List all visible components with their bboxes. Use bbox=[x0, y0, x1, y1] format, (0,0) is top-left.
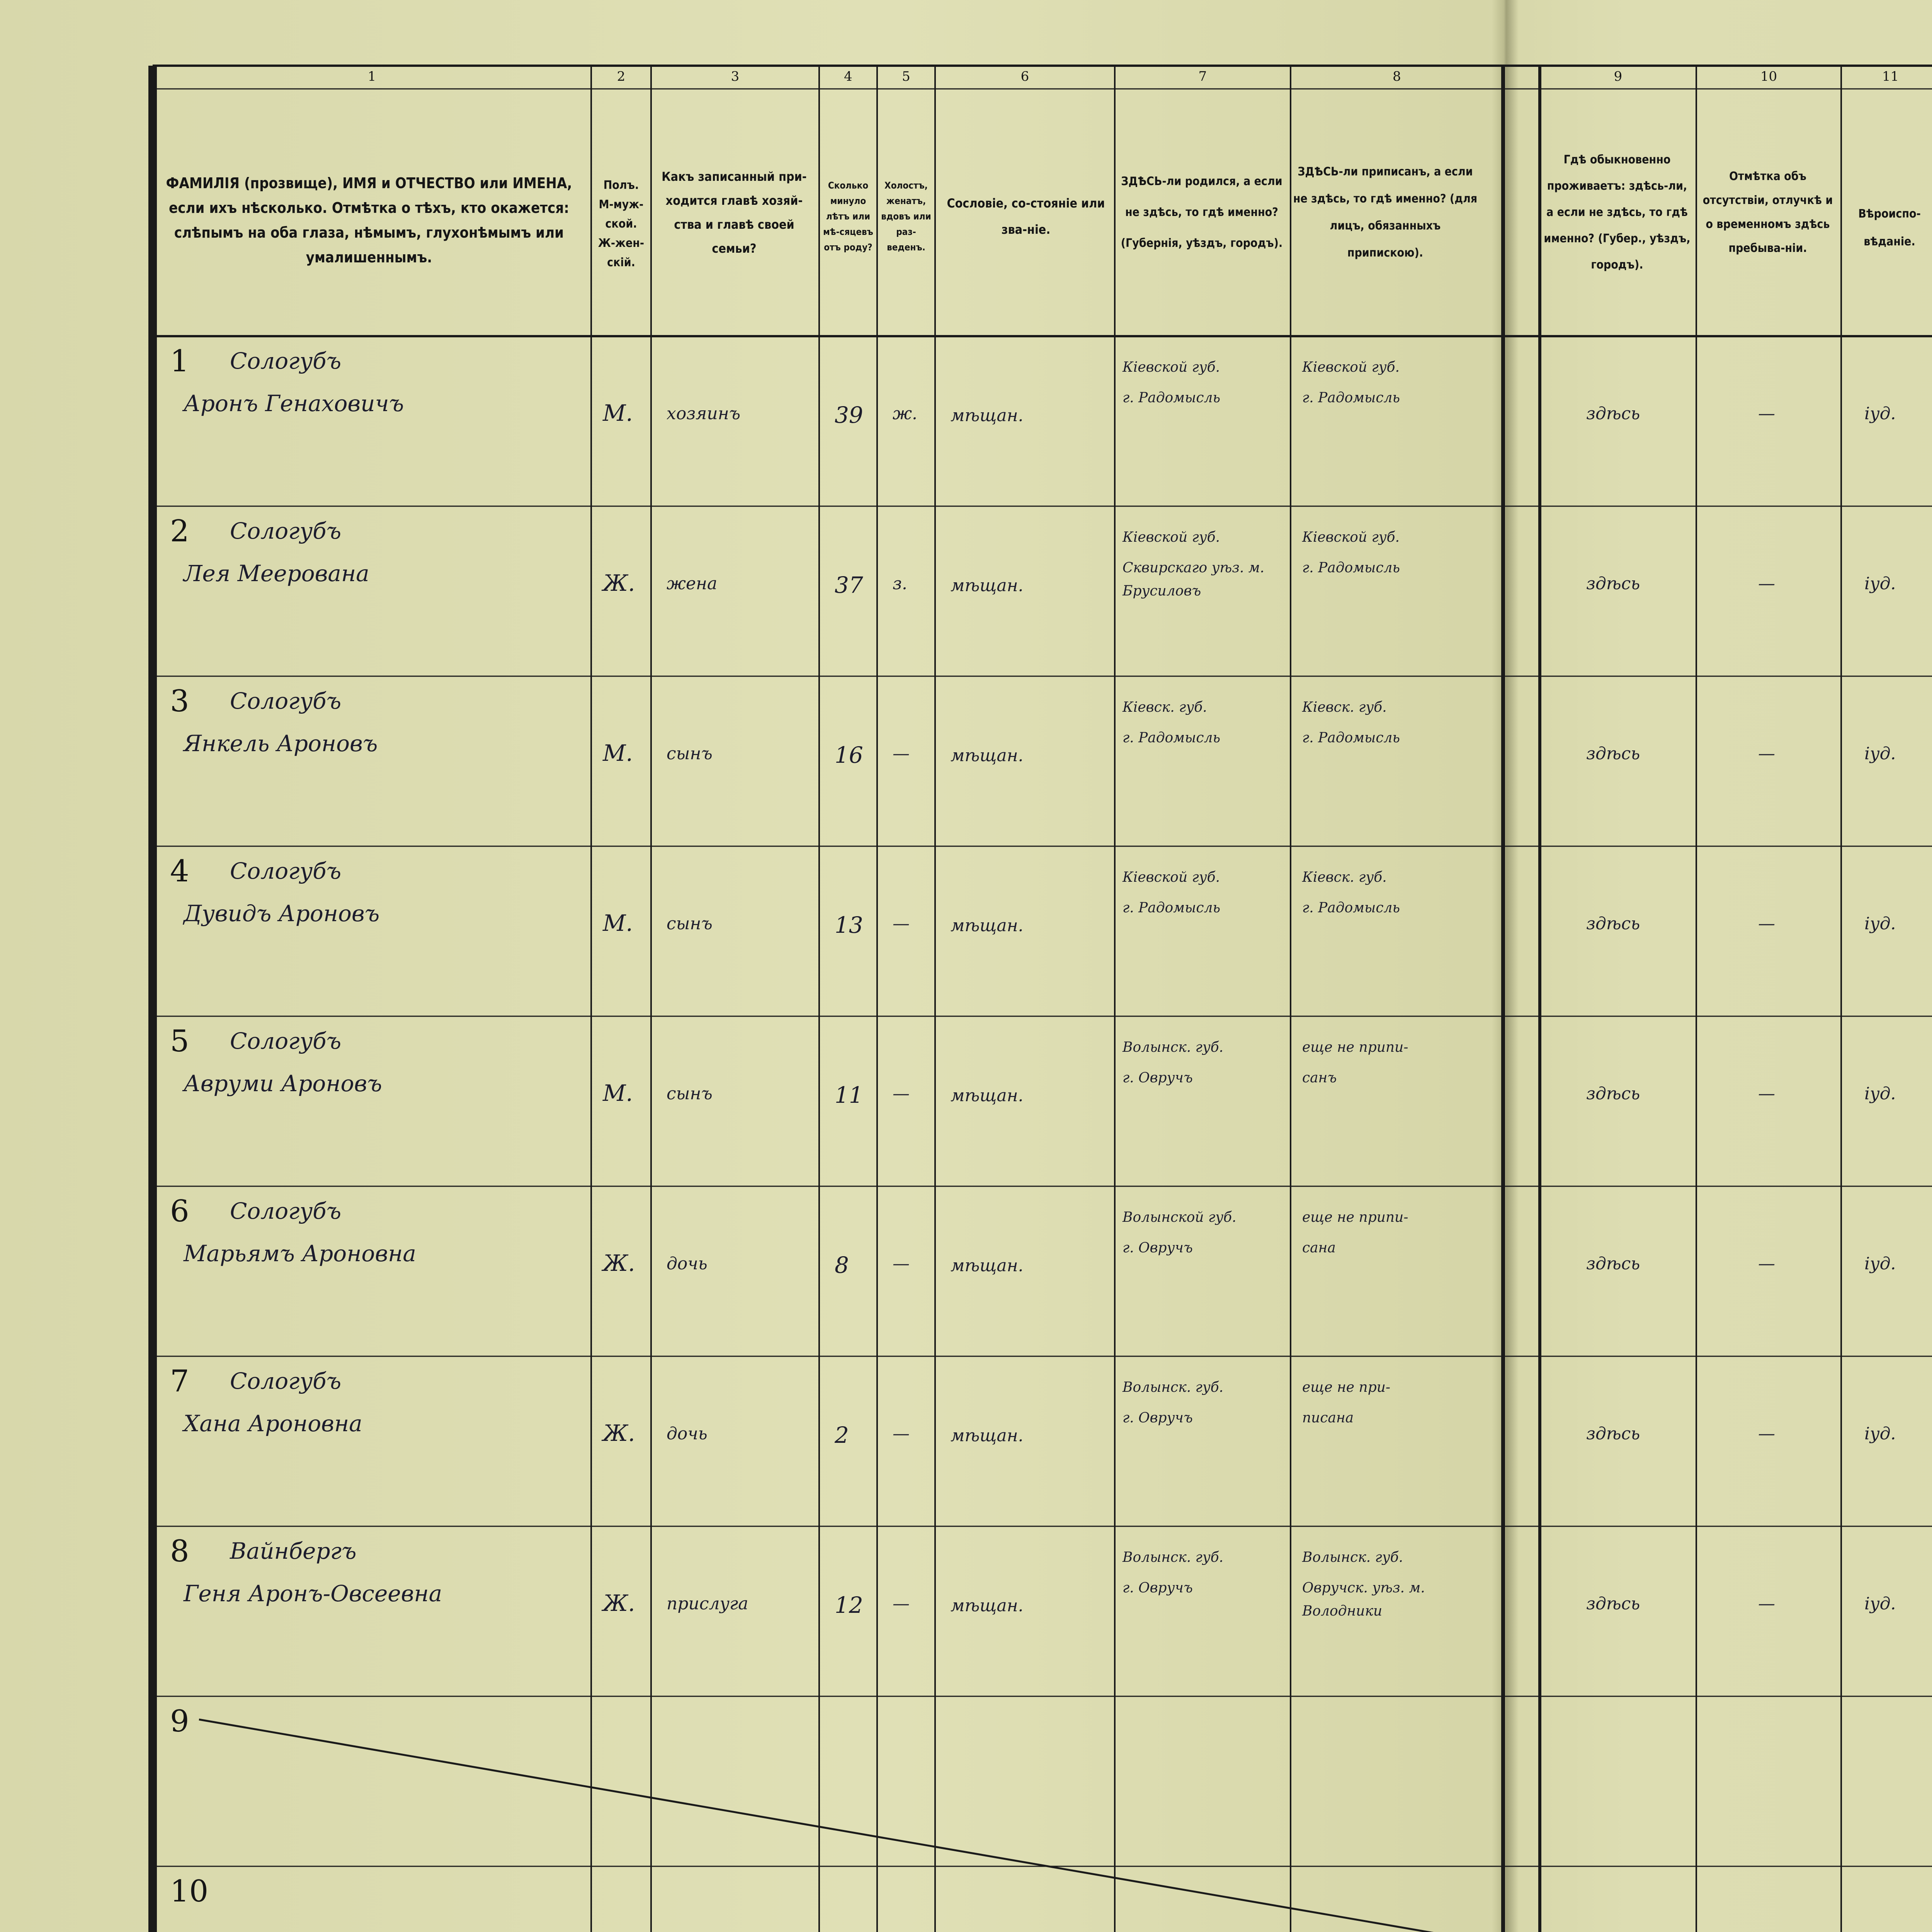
given-name: Геня Аронъ-Овсеевна bbox=[184, 1580, 442, 1607]
residence: здѣсь bbox=[1586, 1254, 1640, 1274]
header-born: ЗДѢСЬ-ли родился, а если не здѣсь, то гдѣ именно? (Губернія, уѣздъ, городъ). bbox=[1121, 175, 1283, 250]
surname: Сологубъ bbox=[230, 518, 342, 544]
registration-town: г. Радомысль bbox=[1302, 390, 1400, 406]
sex: М. bbox=[603, 400, 633, 426]
surname: Сологубъ bbox=[230, 688, 342, 714]
header-relation: Какъ записанный при-ходится главѣ хозяй-ства и главѣ своей семьи? bbox=[662, 169, 807, 256]
absence: — bbox=[1758, 574, 1775, 594]
registration-province: Кіевск. губ. bbox=[1302, 699, 1387, 715]
surname: Сологубъ bbox=[230, 858, 342, 884]
header-marital: Холостъ, женатъ, вдовъ или раз-веденъ. bbox=[881, 180, 931, 253]
column-number: 5 bbox=[902, 69, 910, 84]
sex: Ж. bbox=[603, 1250, 635, 1276]
age: 12 bbox=[835, 1592, 863, 1618]
row-number: 4 bbox=[170, 854, 189, 889]
relation: дочь bbox=[667, 1254, 707, 1274]
estate: мѣщан. bbox=[951, 1596, 1024, 1616]
age: 2 bbox=[835, 1422, 849, 1448]
age: 39 bbox=[835, 402, 863, 428]
residence: здѣсь bbox=[1586, 574, 1640, 594]
estate: мѣщан. bbox=[951, 406, 1024, 425]
given-name: Лея Меерована bbox=[184, 560, 369, 587]
absence: — bbox=[1758, 914, 1775, 934]
column-number: 9 bbox=[1614, 69, 1622, 84]
estate: мѣщан. bbox=[951, 1426, 1024, 1446]
sex: М. bbox=[603, 910, 633, 936]
column-number: 4 bbox=[844, 69, 852, 84]
header-residence: Гдѣ обыкновенно проживаетъ: здѣсь-ли, а если не здѣсь, то гдѣ именно? (Губер., уѣздъ, городъ). bbox=[1544, 153, 1690, 272]
given-name: Марьямъ Ароновна bbox=[184, 1240, 416, 1267]
registration-province: Кіевской губ. bbox=[1302, 359, 1400, 375]
estate: мѣщан. bbox=[951, 576, 1024, 595]
column-number: 6 bbox=[1020, 69, 1029, 84]
estate: мѣщан. bbox=[951, 916, 1024, 935]
estate: мѣщан. bbox=[951, 1256, 1024, 1276]
relation: сынъ bbox=[667, 914, 713, 934]
absence: — bbox=[1758, 1084, 1775, 1104]
religion: іуд. bbox=[1864, 1424, 1896, 1444]
birthplace-province: Волынск. губ. bbox=[1122, 1039, 1224, 1055]
marital-status: з. bbox=[893, 574, 907, 594]
religion: іуд. bbox=[1864, 1084, 1896, 1104]
birthplace-province: Кіевской губ. bbox=[1122, 359, 1220, 375]
header-absence: Отмѣтка объ отсутствіи, отлучкѣ и о временномъ здѣсь пребыва-ніи. bbox=[1702, 170, 1833, 255]
registration-province: Волынск. губ. bbox=[1302, 1549, 1403, 1565]
column-number: 10 bbox=[1760, 69, 1777, 84]
column-number: 8 bbox=[1393, 69, 1401, 84]
religion: іуд. bbox=[1864, 1594, 1896, 1614]
surname: Сологубъ bbox=[230, 1368, 342, 1394]
birthplace-town: г. Овручъ bbox=[1122, 1410, 1193, 1426]
birthplace-town: г. Радомысль bbox=[1122, 900, 1221, 916]
residence: здѣсь bbox=[1586, 1424, 1640, 1444]
birthplace-province: Кіевск. губ. bbox=[1122, 699, 1207, 715]
strikeout-line bbox=[199, 1719, 1932, 1932]
birthplace-province: Волынской губ. bbox=[1122, 1209, 1236, 1225]
marital-status: — bbox=[893, 1084, 910, 1104]
registration-province: Кіевск. губ. bbox=[1302, 869, 1387, 885]
absence: — bbox=[1758, 1254, 1775, 1274]
column-number: 3 bbox=[731, 69, 740, 84]
registration-town: г. Радомысль bbox=[1302, 900, 1400, 916]
relation: прислуга bbox=[667, 1594, 748, 1614]
marital-status: — bbox=[893, 914, 910, 934]
marital-status: — bbox=[893, 1594, 910, 1614]
religion: іуд. bbox=[1864, 404, 1896, 423]
registration-town: писана bbox=[1302, 1410, 1354, 1426]
header-registered: ЗДѢСЬ-ли приписанъ, а если не здѣсь, то гдѣ именно? (для лицъ, обязанныхъ припискою). bbox=[1293, 165, 1478, 260]
column-number: 2 bbox=[617, 69, 626, 84]
residence: здѣсь bbox=[1586, 404, 1640, 423]
absence: — bbox=[1758, 744, 1775, 764]
row-number: 3 bbox=[170, 684, 189, 719]
relation: дочь bbox=[667, 1424, 707, 1444]
sex: Ж. bbox=[603, 1420, 635, 1446]
header-religion: Вѣроиспо-вѣданіе. bbox=[1858, 207, 1921, 248]
given-name: Хана Ароновна bbox=[184, 1410, 362, 1437]
religion: іуд. bbox=[1864, 914, 1896, 934]
sex: М. bbox=[603, 1080, 633, 1106]
given-name: Авруми Ароновъ bbox=[184, 1070, 382, 1097]
religion: іуд. bbox=[1864, 1254, 1896, 1274]
religion: іуд. bbox=[1864, 574, 1896, 594]
relation: сынъ bbox=[667, 1084, 713, 1104]
relation: сынъ bbox=[667, 744, 713, 764]
surname: Вайнбергъ bbox=[230, 1538, 357, 1564]
header-estate: Сословіе, со-стояніе или зва-ніе. bbox=[947, 196, 1105, 237]
birthplace-town: г. Овручъ bbox=[1122, 1070, 1193, 1086]
age: 8 bbox=[835, 1252, 849, 1278]
birthplace-province: Волынск. губ. bbox=[1122, 1379, 1224, 1395]
birthplace-town: г. Овручъ bbox=[1122, 1580, 1193, 1596]
residence: здѣсь bbox=[1586, 1594, 1640, 1614]
age: 16 bbox=[835, 742, 863, 768]
registration-province: еще не при- bbox=[1302, 1379, 1391, 1395]
sex: Ж. bbox=[603, 570, 635, 596]
given-name: Дувидъ Ароновъ bbox=[184, 900, 380, 927]
birthplace-province: Кіевской губ. bbox=[1122, 869, 1220, 885]
residence: здѣсь bbox=[1586, 1084, 1640, 1104]
column-number: 11 bbox=[1882, 69, 1899, 84]
registration-town: Овручск. уѣз. м. Володники bbox=[1302, 1580, 1425, 1619]
religion: іуд. bbox=[1864, 744, 1896, 764]
sex: Ж. bbox=[603, 1590, 635, 1616]
registration-town: г. Радомысль bbox=[1302, 560, 1400, 576]
header-age: Сколько минуло лѣтъ или мѣ-сяцевъ отъ роду? bbox=[823, 180, 873, 253]
estate: мѣщан. bbox=[951, 1086, 1024, 1105]
registration-town: сана bbox=[1302, 1240, 1336, 1256]
row-number: 2 bbox=[170, 514, 189, 549]
residence: здѣсь bbox=[1586, 914, 1640, 934]
registration-province: еще не припи- bbox=[1302, 1209, 1408, 1225]
age: 11 bbox=[835, 1082, 863, 1108]
surname: Сологубъ bbox=[230, 1028, 342, 1054]
surname: Сологубъ bbox=[230, 348, 342, 374]
row-number: 7 bbox=[170, 1364, 189, 1399]
row-number: 6 bbox=[170, 1194, 189, 1229]
registration-town: санъ bbox=[1302, 1070, 1337, 1086]
birthplace-province: Кіевской губ. bbox=[1122, 529, 1220, 545]
birthplace-town: г. Радомысль bbox=[1122, 730, 1221, 746]
row-number: 10 bbox=[170, 1874, 209, 1909]
given-name: Янкель Ароновъ bbox=[184, 730, 378, 757]
header-sex: Полъ. М-муж-ской. Ж-жен-скій. bbox=[598, 179, 645, 269]
row-number: 1 bbox=[170, 344, 189, 379]
birthplace-town: Сквирскаго уѣз. м. Брусиловъ bbox=[1122, 560, 1265, 599]
relation: жена bbox=[667, 574, 718, 594]
column-number: 7 bbox=[1198, 69, 1207, 84]
birthplace-town: г. Овручъ bbox=[1122, 1240, 1193, 1256]
row-number: 5 bbox=[170, 1024, 189, 1059]
absence: — bbox=[1758, 1424, 1775, 1444]
marital-status: — bbox=[893, 1254, 910, 1274]
given-name: Аронъ Генаховичъ bbox=[184, 390, 404, 417]
row-number: 9 bbox=[170, 1704, 189, 1739]
estate: мѣщан. bbox=[951, 746, 1024, 765]
registration-province: Кіевской губ. bbox=[1302, 529, 1400, 545]
absence: — bbox=[1758, 1594, 1775, 1614]
marital-status: — bbox=[893, 744, 910, 764]
birthplace-town: г. Радомысль bbox=[1122, 390, 1221, 406]
absence: — bbox=[1758, 404, 1775, 423]
marital-status: — bbox=[893, 1424, 910, 1444]
registration-province: еще не припи- bbox=[1302, 1039, 1408, 1055]
birthplace-province: Волынск. губ. bbox=[1122, 1549, 1224, 1565]
surname: Сологубъ bbox=[230, 1198, 342, 1224]
relation: хозяинъ bbox=[667, 404, 741, 423]
age: 37 bbox=[835, 572, 863, 598]
residence: здѣсь bbox=[1586, 744, 1640, 764]
registration-town: г. Радомысль bbox=[1302, 730, 1400, 746]
marital-status: ж. bbox=[893, 404, 918, 423]
row-number: 8 bbox=[170, 1534, 189, 1569]
sex: М. bbox=[603, 740, 633, 766]
column-number: 1 bbox=[367, 69, 376, 84]
header-name: ФАМИЛІЯ (прозвище), ИМЯ и ОТЧЕСТВО или ИМЕНА, если ихъ нѣсколько. Отмѣтка о тѣхъ, кто окажется: слѣпымъ на оба глаза, нѣмымъ, глухонѣмымъ или умалишеннымъ. bbox=[166, 175, 572, 266]
age: 13 bbox=[835, 912, 863, 938]
